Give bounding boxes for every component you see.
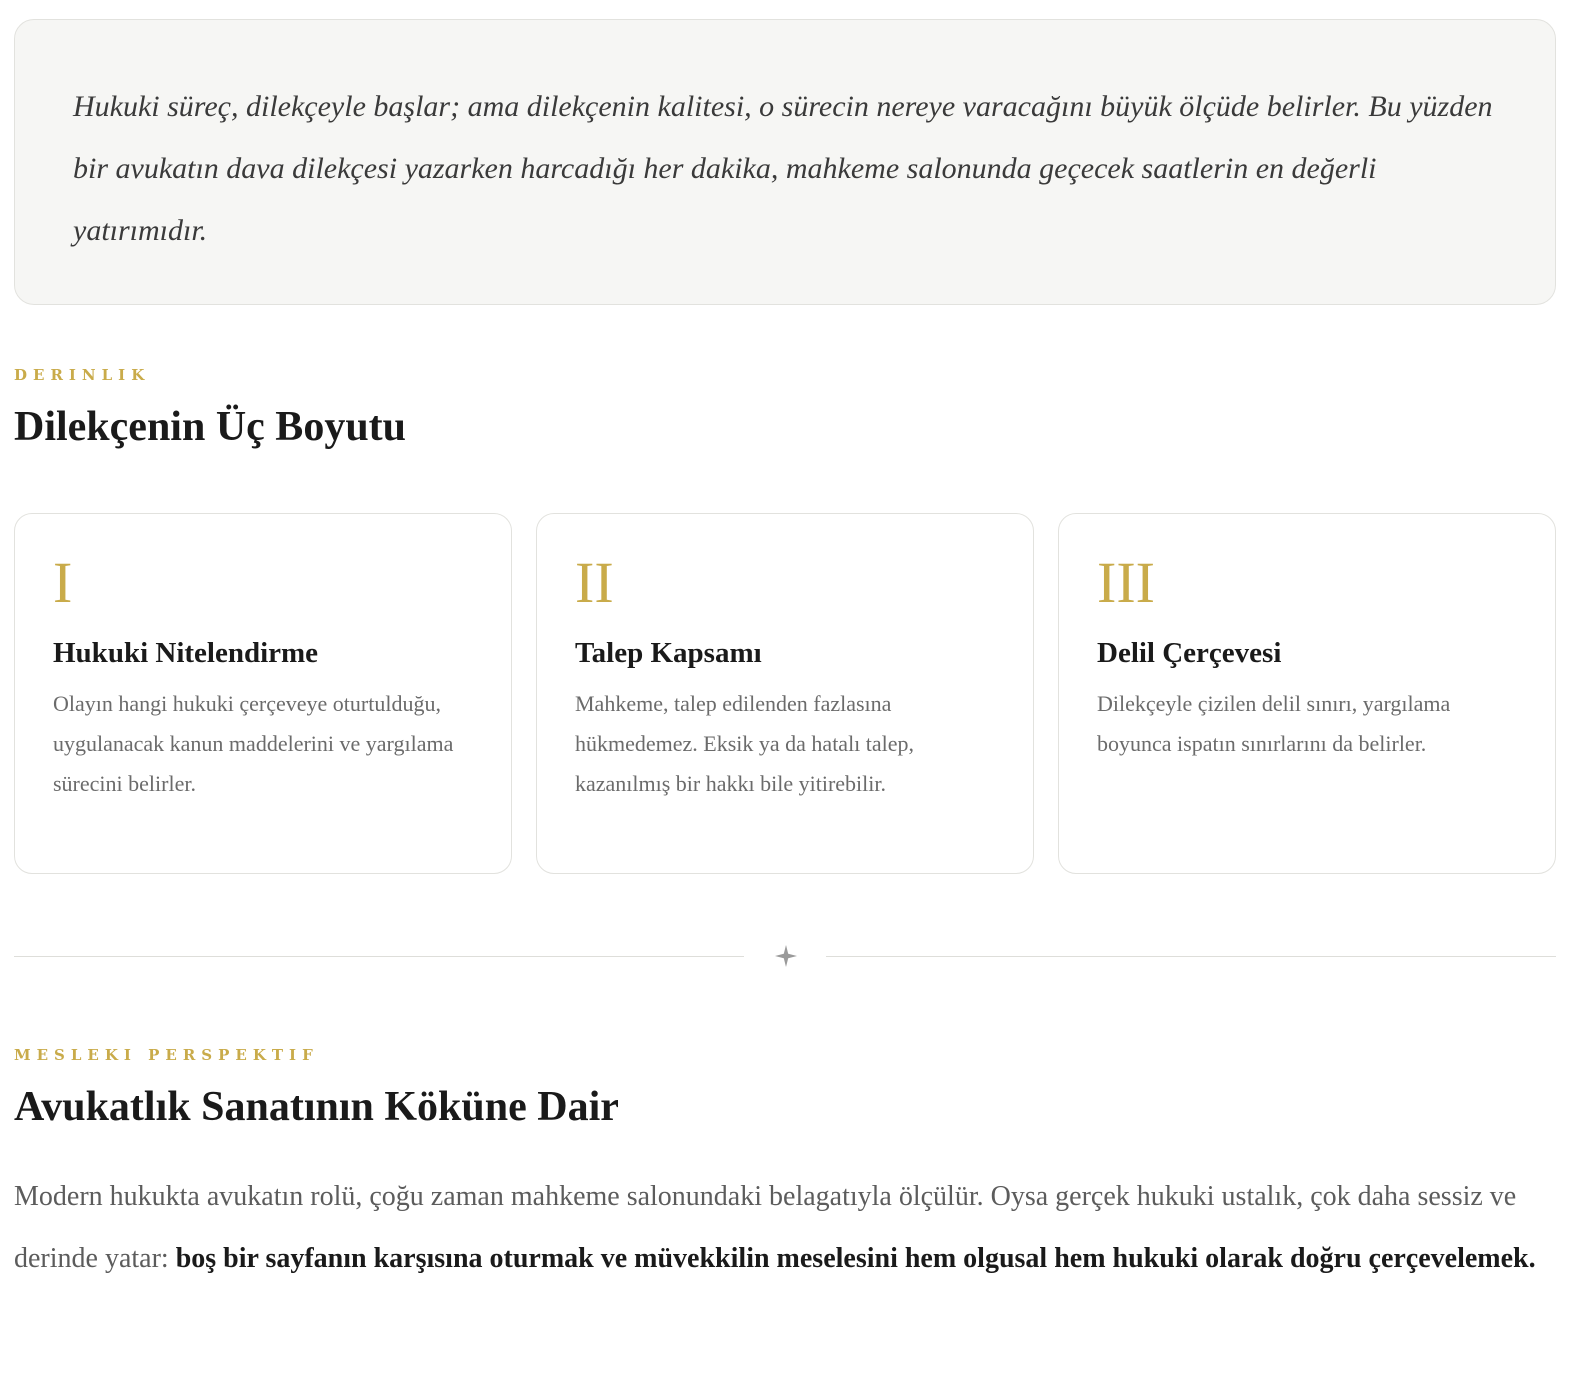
- card-text: Olayın hangi hukuki çerçeveye oturtulduğu, uygulanacak kanun maddelerini ve yargılama sürecini belirler.: [53, 691, 454, 796]
- section-title-perspective: Avukatlık Sanatının Köküne Dair: [14, 1084, 619, 1130]
- dimension-card-2: [536, 513, 1034, 874]
- section-divider: [14, 944, 1556, 974]
- body-paragraph: [14, 1166, 1556, 1290]
- card-numeral: III: [1097, 550, 1155, 615]
- card-text: Dilekçeyle çizilen delil sınırı, yargılama boyunca ispatın sınırlarını da belirler.: [1097, 691, 1451, 756]
- pull-quote-text: Hukuki süreç, dilekçeyle başlar; ama dilekçenin kalitesi, o sürecin nereye varacağını büyük ölçüde belirler. Bu yüzden bir avukatın dava dilekçesi yazarken harcadığı her dakika, mahkeme salonunda geçecek saatlerin en değerli yatırımıdır.: [73, 90, 1493, 247]
- card-numeral: II: [575, 550, 614, 615]
- card-title: Delil Çerçevesi: [1097, 637, 1282, 669]
- body-text-emphasis: boş bir sayfanın karşısına oturmak ve müvekkilin meselesini hem olgusal hem hukuki olarak doğru çerçevelemek.: [175, 1243, 1536, 1274]
- dimension-card-1: [14, 513, 512, 874]
- card-text: Mahkeme, talep edilenden fazlasına hükmedemez. Eksik ya da hatalı talep, kazanılmış bir hakkı bile yitirebilir.: [575, 691, 915, 796]
- card-title: Hukuki Nitelendirme: [53, 637, 319, 669]
- article-content: [14, 19, 1556, 1274]
- section-title-depth: Dilekçenin Üç Boyutu: [14, 404, 407, 450]
- pull-quote: [14, 19, 1556, 305]
- section-eyebrow-perspective: MESLEKI PERSPEKTIF: [14, 1046, 319, 1064]
- section-eyebrow-depth: DERINLIK: [14, 366, 151, 384]
- four-point-star-icon: [774, 944, 798, 968]
- body-text-plain: Modern hukukta avukatın rolü, çoğu zaman mahkeme salonundaki belagatıyla ölçülür. Oysa gerçek hukuki ustalık, çok daha sessiz ve derinde yatar:: [14, 1181, 1517, 1274]
- card-title: Talep Kapsamı: [575, 637, 762, 669]
- divider-line-left: [14, 956, 744, 957]
- card-numeral: I: [53, 550, 73, 615]
- dimension-card-3: [1058, 513, 1556, 874]
- divider-line-right: [826, 956, 1556, 957]
- dimension-cards: [14, 513, 1556, 874]
